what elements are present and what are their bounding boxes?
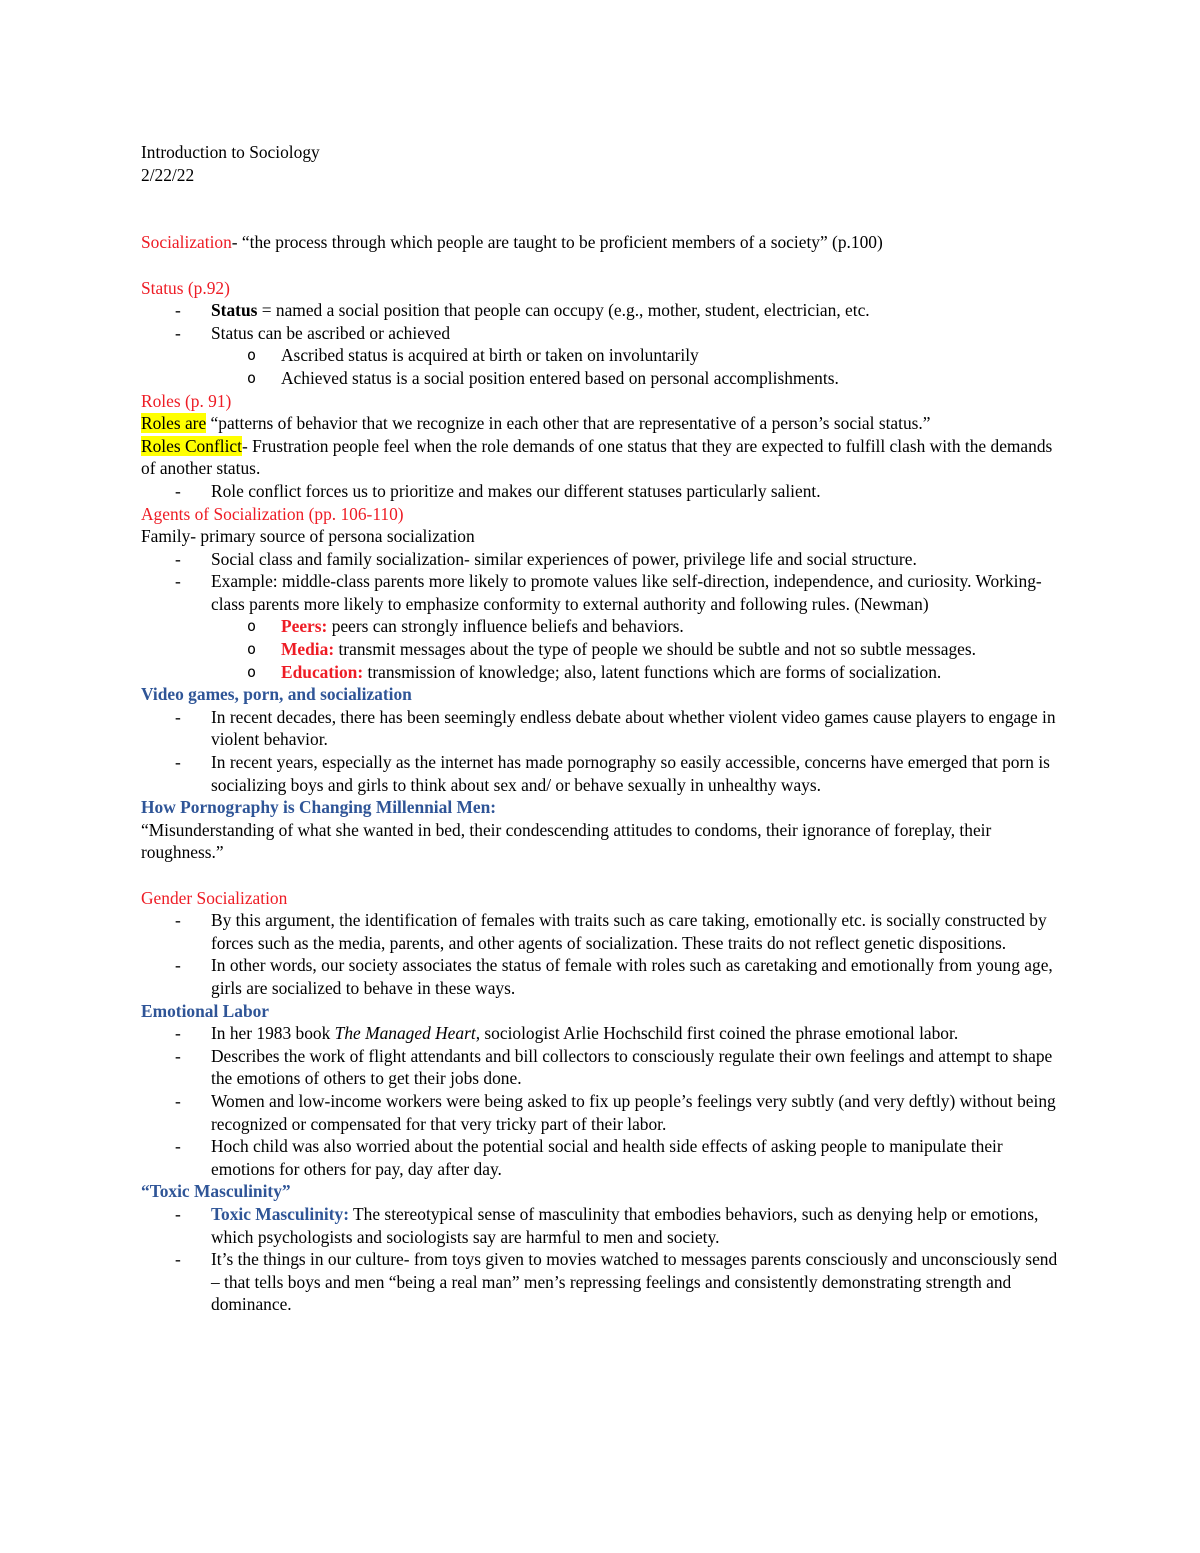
- status-sub-2: o Achieved status is a social position entered based on personal accomplishments.: [141, 367, 1066, 390]
- agents-heading: Agents of Socialization (pp. 106-110): [141, 503, 404, 524]
- gender-list: [141, 909, 1066, 999]
- status-sub-1: o Ascribed status is acquired at birth or taken on involuntarily: [141, 344, 1066, 367]
- roles-list: [141, 480, 1066, 503]
- toxic-masculinity-list: [141, 1203, 1066, 1316]
- emotional-labor-bullet-3: - Women and low-income workers were being asked to fix up people’s feelings very subtly (and very deftly) without being recognized or compensated for that very tricky part of their labor.: [141, 1090, 1066, 1135]
- emotional-labor-heading: Emotional Labor: [141, 1000, 270, 1021]
- roles-heading: Roles (p. 91): [141, 390, 232, 411]
- video-games-bullet-1: - In recent decades, there has been seemingly endless debate about whether violent video games cause players to engage in violent behavior.: [141, 706, 1066, 751]
- roles-conflict-paragraph: [141, 435, 1066, 480]
- agents-bullet-2: [141, 570, 1066, 683]
- status-bullet-1-text: = named a social position that people can occupy (e.g., mother, student, electrician, etc.: [257, 300, 870, 321]
- emotional-labor-bullet-1: [141, 1022, 1066, 1045]
- blank-line: [141, 209, 1066, 232]
- toxic-masculinity-heading: “Toxic Masculinity”: [141, 1181, 291, 1202]
- book-title: The Managed Heart,: [334, 1023, 481, 1044]
- socialization-term: Socialization: [141, 232, 232, 253]
- status-sublist: [141, 344, 1066, 389]
- agents-sub-media: [141, 638, 1066, 661]
- socialization-definition-text: - “the process through which people are taught to be proficient members of a society” (p.100): [231, 232, 883, 253]
- peers-term: Peers:: [281, 616, 328, 637]
- agents-sub-education: [141, 661, 1066, 684]
- status-heading: Status (p.92): [141, 277, 230, 298]
- toxic-bullet-1: [141, 1203, 1066, 1248]
- video-games-bullet-2: - In recent years, especially as the internet has made pornography so easily accessible, concerns have emerged that porn is socializing boys and girls to think about sex and/ or behave sexually in unhealthy ways.: [141, 751, 1066, 796]
- toxic-bullet-2: - It’s the things in our culture- from toys given to movies watched to messages parents consciously and unconsciously send – that tells boys and men “being a real man” men’s repressing feelings and consistently demonstrating strength and dominance.: [141, 1248, 1066, 1316]
- agents-bullet-2-text: Example: middle-class parents more likely to promote values like self-direction, independence, and curiosity. Working-class parents more likely to emphasize conformity to external authority and following rules. (Newman): [211, 571, 1042, 614]
- status-bullet-2: [141, 322, 1066, 390]
- course-title: Introduction to Sociology: [141, 142, 320, 162]
- agents-sublist: [141, 615, 1066, 683]
- roles-conflict-text: - Frustration people feel when the role demands of one status that they are expected to fulfill clash with the demands of another status.: [141, 435, 1053, 479]
- roles-are-text: “patterns of behavior that we recognize in each other that are representative of a person’s social status.”: [206, 413, 931, 434]
- gender-bullet-1: - By this argument, the identification of females with traits such as care taking, emotionally etc. is socially constructed by forces such as the media, parents, and other agents of socialization. These traits do not reflect genetic dispositions.: [141, 909, 1066, 954]
- roles-conflict-term: Roles Conflict: [141, 435, 242, 456]
- agents-bullet-1: - Social class and family socialization- similar experiences of power, privilege life and social structure.: [141, 548, 1066, 571]
- emotional-labor-bullet-2: - Describes the work of flight attendants and bill collectors to consciously regulate their own feelings and attempt to shape the emotions of others to get their jobs done.: [141, 1045, 1066, 1090]
- gender-bullet-2: - In other words, our society associates the status of female with roles such as caretaking and emotionally from young age, girls are socialized to behave in these ways.: [141, 954, 1066, 999]
- status-bullet-2-text: Status can be ascribed or achieved: [211, 322, 451, 343]
- emotional-labor-bullet-4: - Hoch child was also worried about the potential social and health side effects of asking people to manipulate their emotions for others for pay, day after day.: [141, 1135, 1066, 1180]
- blank-line: [141, 864, 1066, 887]
- emotional-labor-bullet-1-post: sociologist Arlie Hochschild first coined the phrase emotional labor.: [480, 1023, 959, 1044]
- gender-heading: Gender Socialization: [141, 887, 288, 908]
- status-term: Status: [211, 300, 258, 321]
- pornography-heading: How Pornography is Changing Millennial Men:: [141, 797, 497, 818]
- education-term: Education:: [281, 661, 364, 682]
- toxic-term: Toxic Masculinity:: [211, 1203, 350, 1224]
- pornography-quote: “Misunderstanding of what she wanted in bed, their condescending attitudes to condoms, their ignorance of foreplay, their roughness.”: [141, 819, 992, 863]
- video-games-heading: Video games, porn, and socialization: [141, 684, 412, 705]
- agents-list: [141, 548, 1066, 684]
- blank-line: [141, 186, 1066, 209]
- status-bullet-1: [141, 299, 1066, 322]
- media-term: Media:: [281, 639, 335, 660]
- document-page: [141, 141, 1066, 1316]
- toxic-bullet-1-text: The stereotypical sense of masculinity that embodies behaviors, such as denying help or emotions, which psychologists and sociologists say are harmful to men and society.: [211, 1203, 1039, 1247]
- agents-sub-peers: [141, 615, 1066, 638]
- media-text: transmit messages about the type of people we should be subtle and not so subtle messages.: [334, 639, 977, 660]
- education-text: transmission of knowledge; also, latent functions which are forms of socialization.: [363, 661, 942, 682]
- emotional-labor-list: [141, 1022, 1066, 1180]
- roles-bullet-1: - Role conflict forces us to prioritize and makes our different statuses particularly salient.: [141, 480, 1066, 503]
- video-games-list: [141, 706, 1066, 796]
- roles-are-paragraph: [141, 412, 1066, 435]
- roles-are-term: Roles are: [141, 413, 207, 434]
- status-list: [141, 299, 1066, 389]
- agents-family: Family- primary source of persona socialization: [141, 526, 475, 547]
- socialization-definition: [141, 231, 1066, 254]
- emotional-labor-bullet-1-pre: In her 1983 book: [211, 1023, 335, 1044]
- peers-text: peers can strongly influence beliefs and behaviors.: [327, 616, 684, 637]
- blank-line: [141, 254, 1066, 277]
- lecture-date: 2/22/22: [141, 164, 195, 185]
